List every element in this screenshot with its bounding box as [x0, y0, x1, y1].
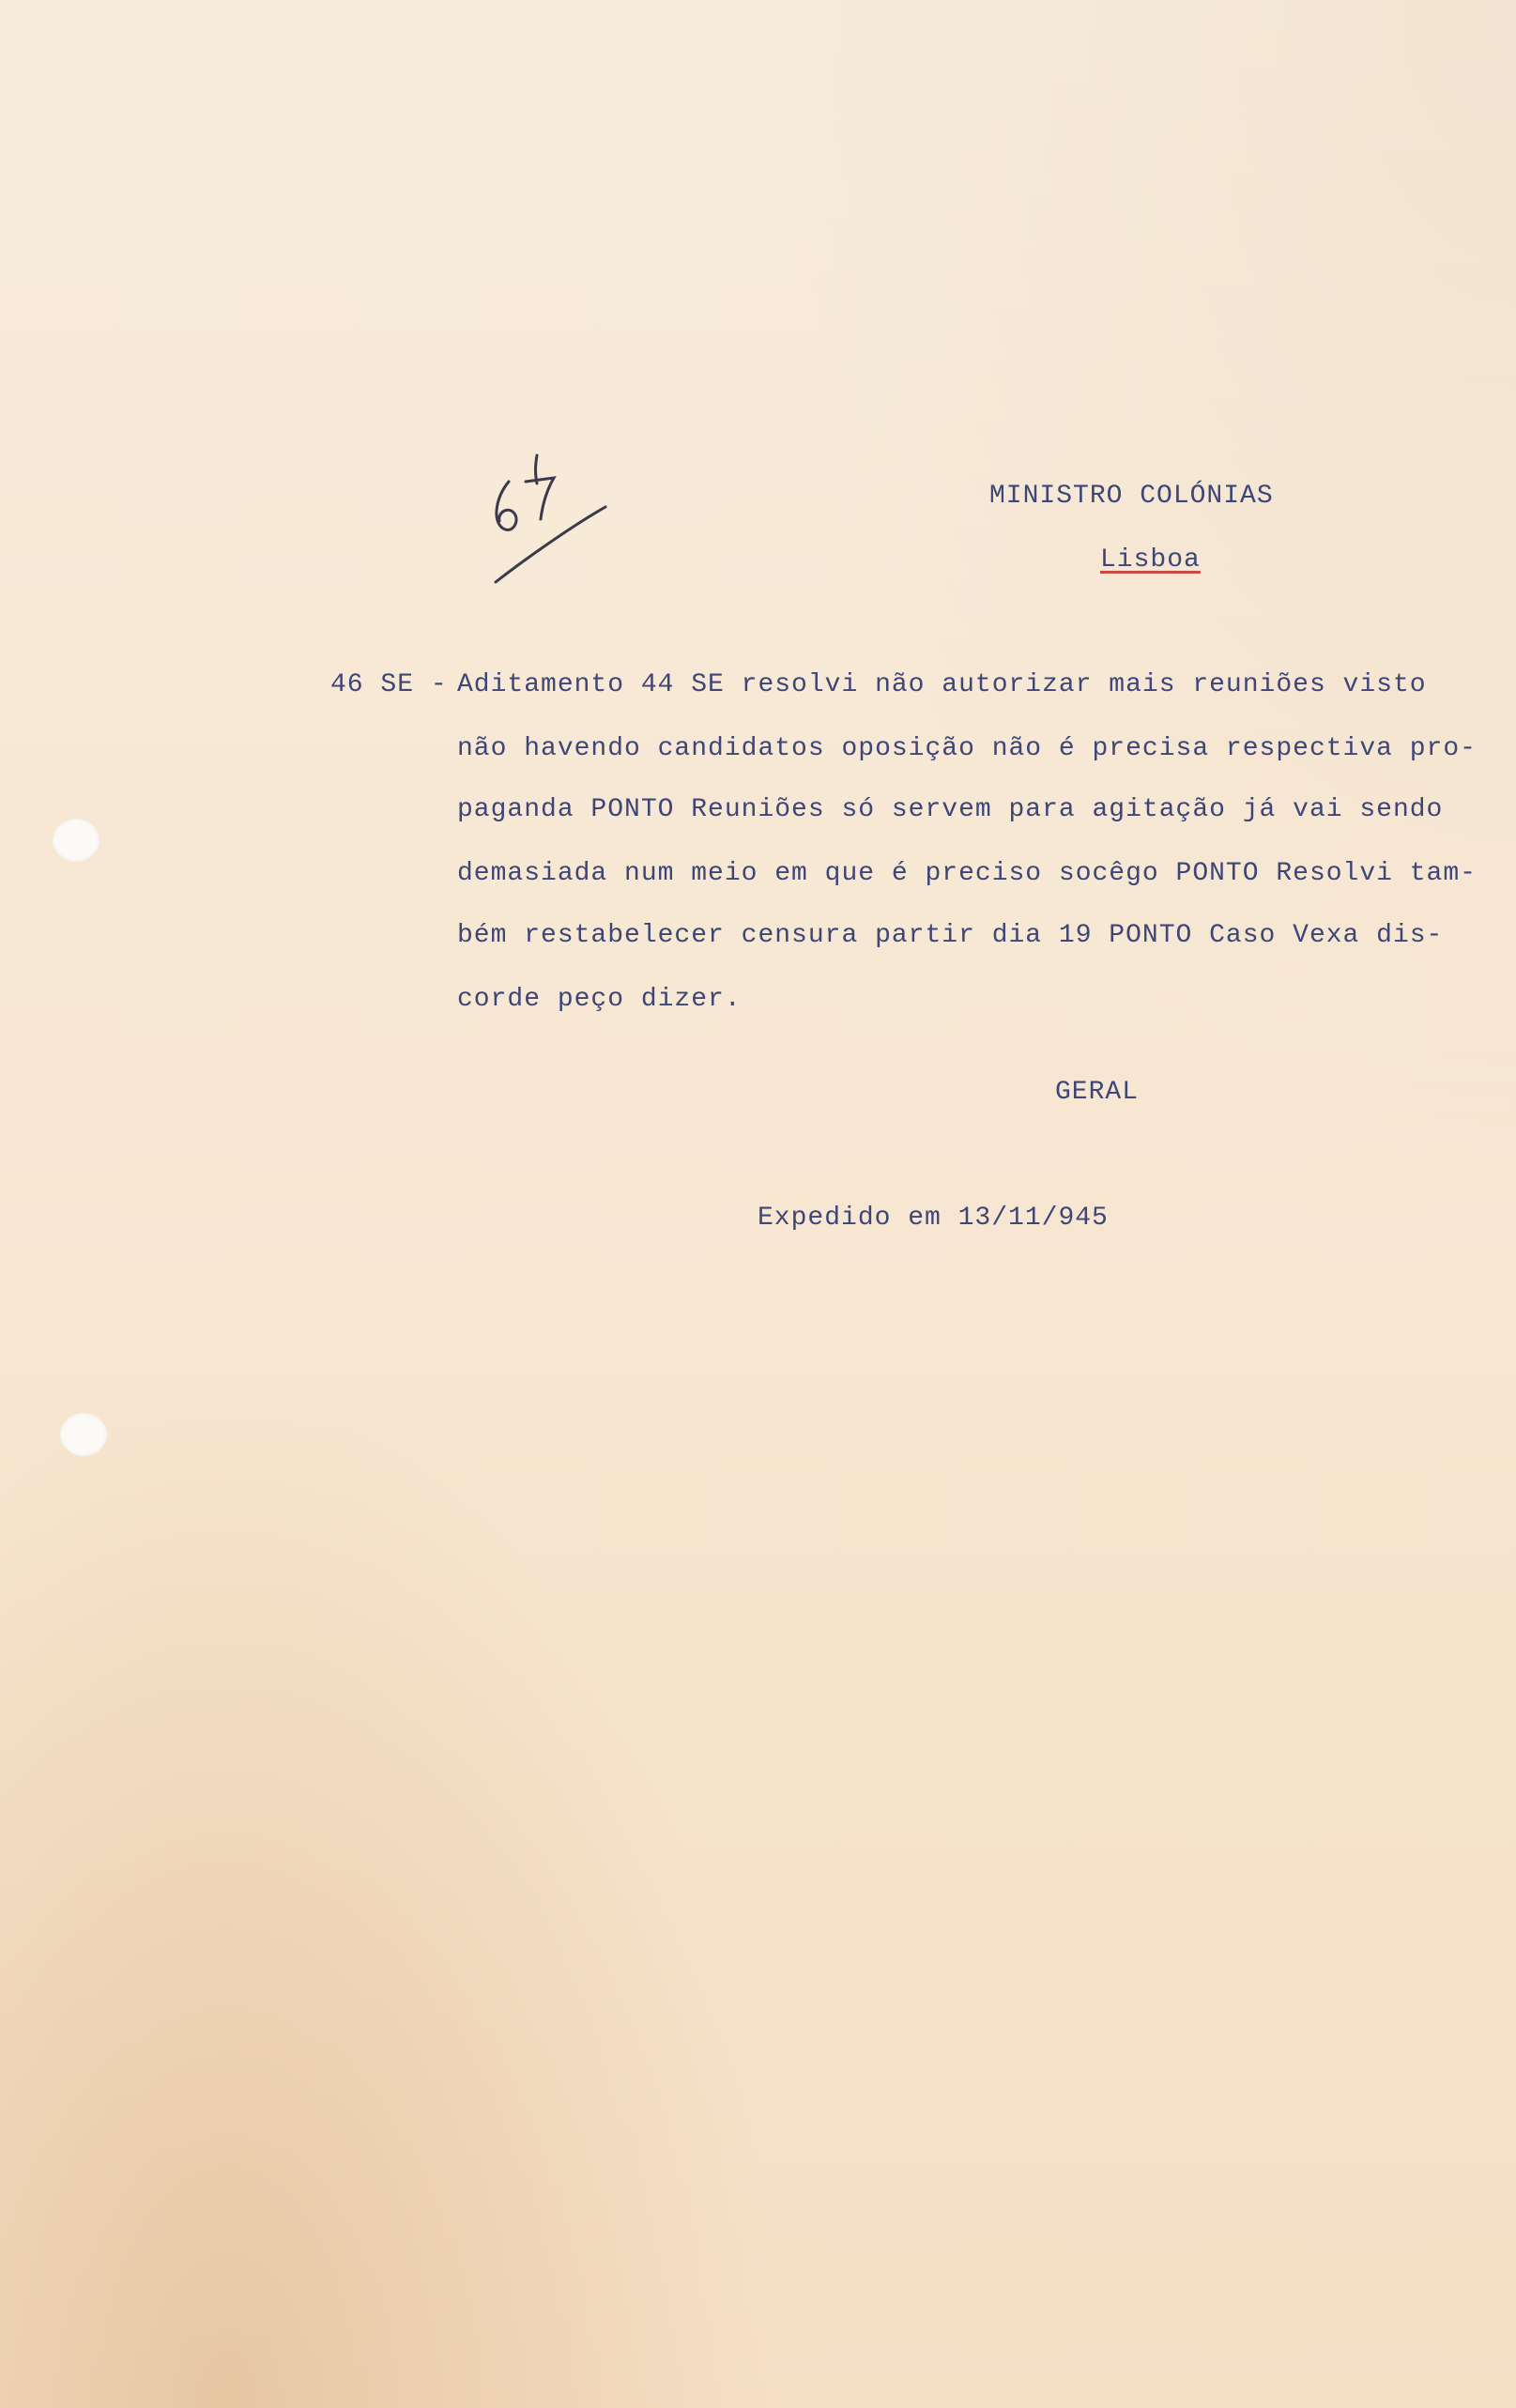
handwritten-folio-number: [488, 446, 610, 587]
body-line-4: demasiada num meio em que é preciso socêgo PONTO Resolvi tam-: [457, 859, 1477, 888]
dispatch-note: Expedido em 13/11/945: [758, 1204, 1109, 1233]
body-line-5: bém restabelecer censura partir dia 19 PONTO Caso Vexa dis-: [457, 921, 1444, 950]
punch-hole-top: [53, 819, 100, 862]
recipient-line: MINISTRO COLÓNIAS: [989, 482, 1274, 511]
body-line-1: Aditamento 44 SE resolvi não autorizar mais reuniões visto: [457, 670, 1427, 699]
handwritten-number-mark: [488, 446, 610, 587]
body-line-3: paganda PONTO Reuniões só servem para agitação já vai sendo: [457, 795, 1444, 824]
body-line-6: corde peço dizer.: [457, 985, 742, 1014]
signature: GERAL: [1055, 1078, 1140, 1107]
punch-hole-bottom: [60, 1413, 107, 1456]
message-id: 46 SE -: [330, 670, 448, 699]
city-line: Lisboa: [1100, 545, 1201, 575]
body-line-2: não havendo candidatos oposição não é precisa respectiva pro-: [457, 734, 1477, 763]
